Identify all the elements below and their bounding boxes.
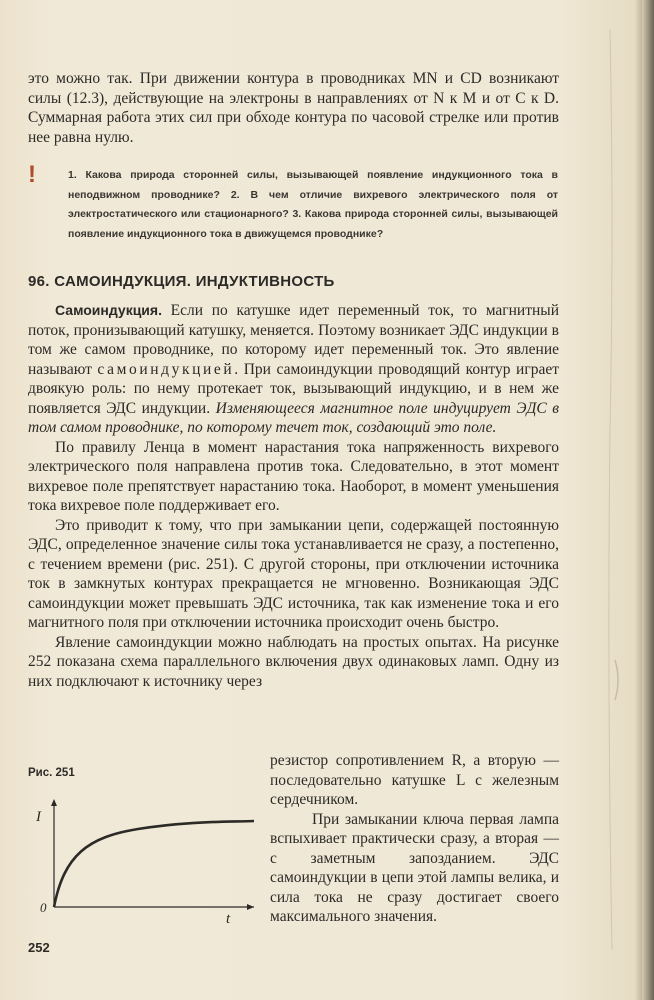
figure-caption: Рис. 251 [28, 767, 75, 779]
section-body [28, 301, 559, 691]
intro-paragraph [28, 69, 559, 147]
y-axis-label: I [36, 809, 41, 825]
section-heading: 96. САМОИНДУКЦИЯ. ИНДУКТИВНОСТЬ [28, 273, 335, 290]
p1-text-b: . При самоиндукции проводящий контур играет двоякую роль: по нему протекает ток, вызывающий индукцию, и в нем же появляется ЭДС индукции. [28, 360, 559, 417]
paragraph-closing-circuit: Это приводит к тому, что при замыкании цепи, содержащей постоянную ЭДС, определенное значение силы тока устанавливается не сразу, а постепенно, с течением времени (рис. 251). С другой стороны, при отключении источника ток в замкнутых контурах прекращается не мгновенно. Возникающая ЭДС самоиндукции может превышать ЭДС источника, так как изменение тока и его магнитного поля при отключении источника происходит очень быстро. [28, 516, 559, 631]
p1-emphasis: Изменяющееся магнитное поле индуцирует ЭДС в том самом проводнике, по которому течет ток, создающий это поле. [28, 399, 559, 436]
figure-251-graph [28, 795, 260, 925]
origin-label: 0 [40, 900, 47, 915]
paragraph-experiment: Явление самоиндукции можно наблюдать на простых опытах. На рисунке 252 показана схема параллельного включения двух одинаковых ламп. Одну из них подключают к источнику через [28, 633, 559, 690]
x-axis-label: t [226, 911, 231, 925]
current-curve [54, 821, 254, 907]
y-axis-arrow-icon [51, 799, 57, 806]
x-axis-arrow-icon [247, 904, 254, 910]
right-column-text [270, 751, 559, 927]
p1-text-a: Если по катушке идет переменный ток, то магнитный поток, пронизывающий катушку, меняется. Поэтому возникает ЭДС индукции в том же самом проводнике, по которому идет переменный ток. Это явление называют [28, 302, 559, 378]
margin-pencil-marks [585, 20, 645, 970]
paragraph-experiment-cont: резистор сопротивлением R, а вторую — последовательно катушке L с железным сердечником. [270, 752, 559, 808]
run-in-heading: Самоиндукция. [55, 302, 162, 318]
page-number: 252 [28, 940, 50, 955]
question-mark-icon: ! [28, 161, 36, 188]
paragraph-lamps: При замыкании ключа первая лампа вспыхивает практически сразу, а вторая — с заметным запозданием. ЭДС самоиндукции в цепи этой лампы велика, и сила тока не сразу достигает своего максимального значения. [270, 810, 559, 925]
paragraph-lenz: По правилу Ленца в момент нарастания тока напряженность вихревого электрического поля направлена против тока. Следовательно, в этот момент вихревое поле препятствует нарастанию тока. Наоборот, в момент уменьшения тока вихревое поле поддерживает его. [28, 438, 559, 514]
review-questions: 1. Какова природа сторонней силы, вызывающей появление индукционного тока в неподвижном проводнике? 2. В чем отличие вихревого электрического поля от электростатического или стационарного? 3. Какова природа сторонней силы, вызывающей появление индукционного тока в движущемся проводнике? [68, 169, 558, 240]
intro-text: это можно так. При движении контура в проводниках MN и CD возникают силы (12.3), действующие на электроны в направлениях от N к M и от C к D. Суммарная работа этих сил при обходе контура по часовой стрелке или против нее равна нулю. [28, 70, 559, 146]
term-self-induction: самоиндукцией [97, 360, 235, 378]
paragraph-self-induction [28, 301, 559, 438]
